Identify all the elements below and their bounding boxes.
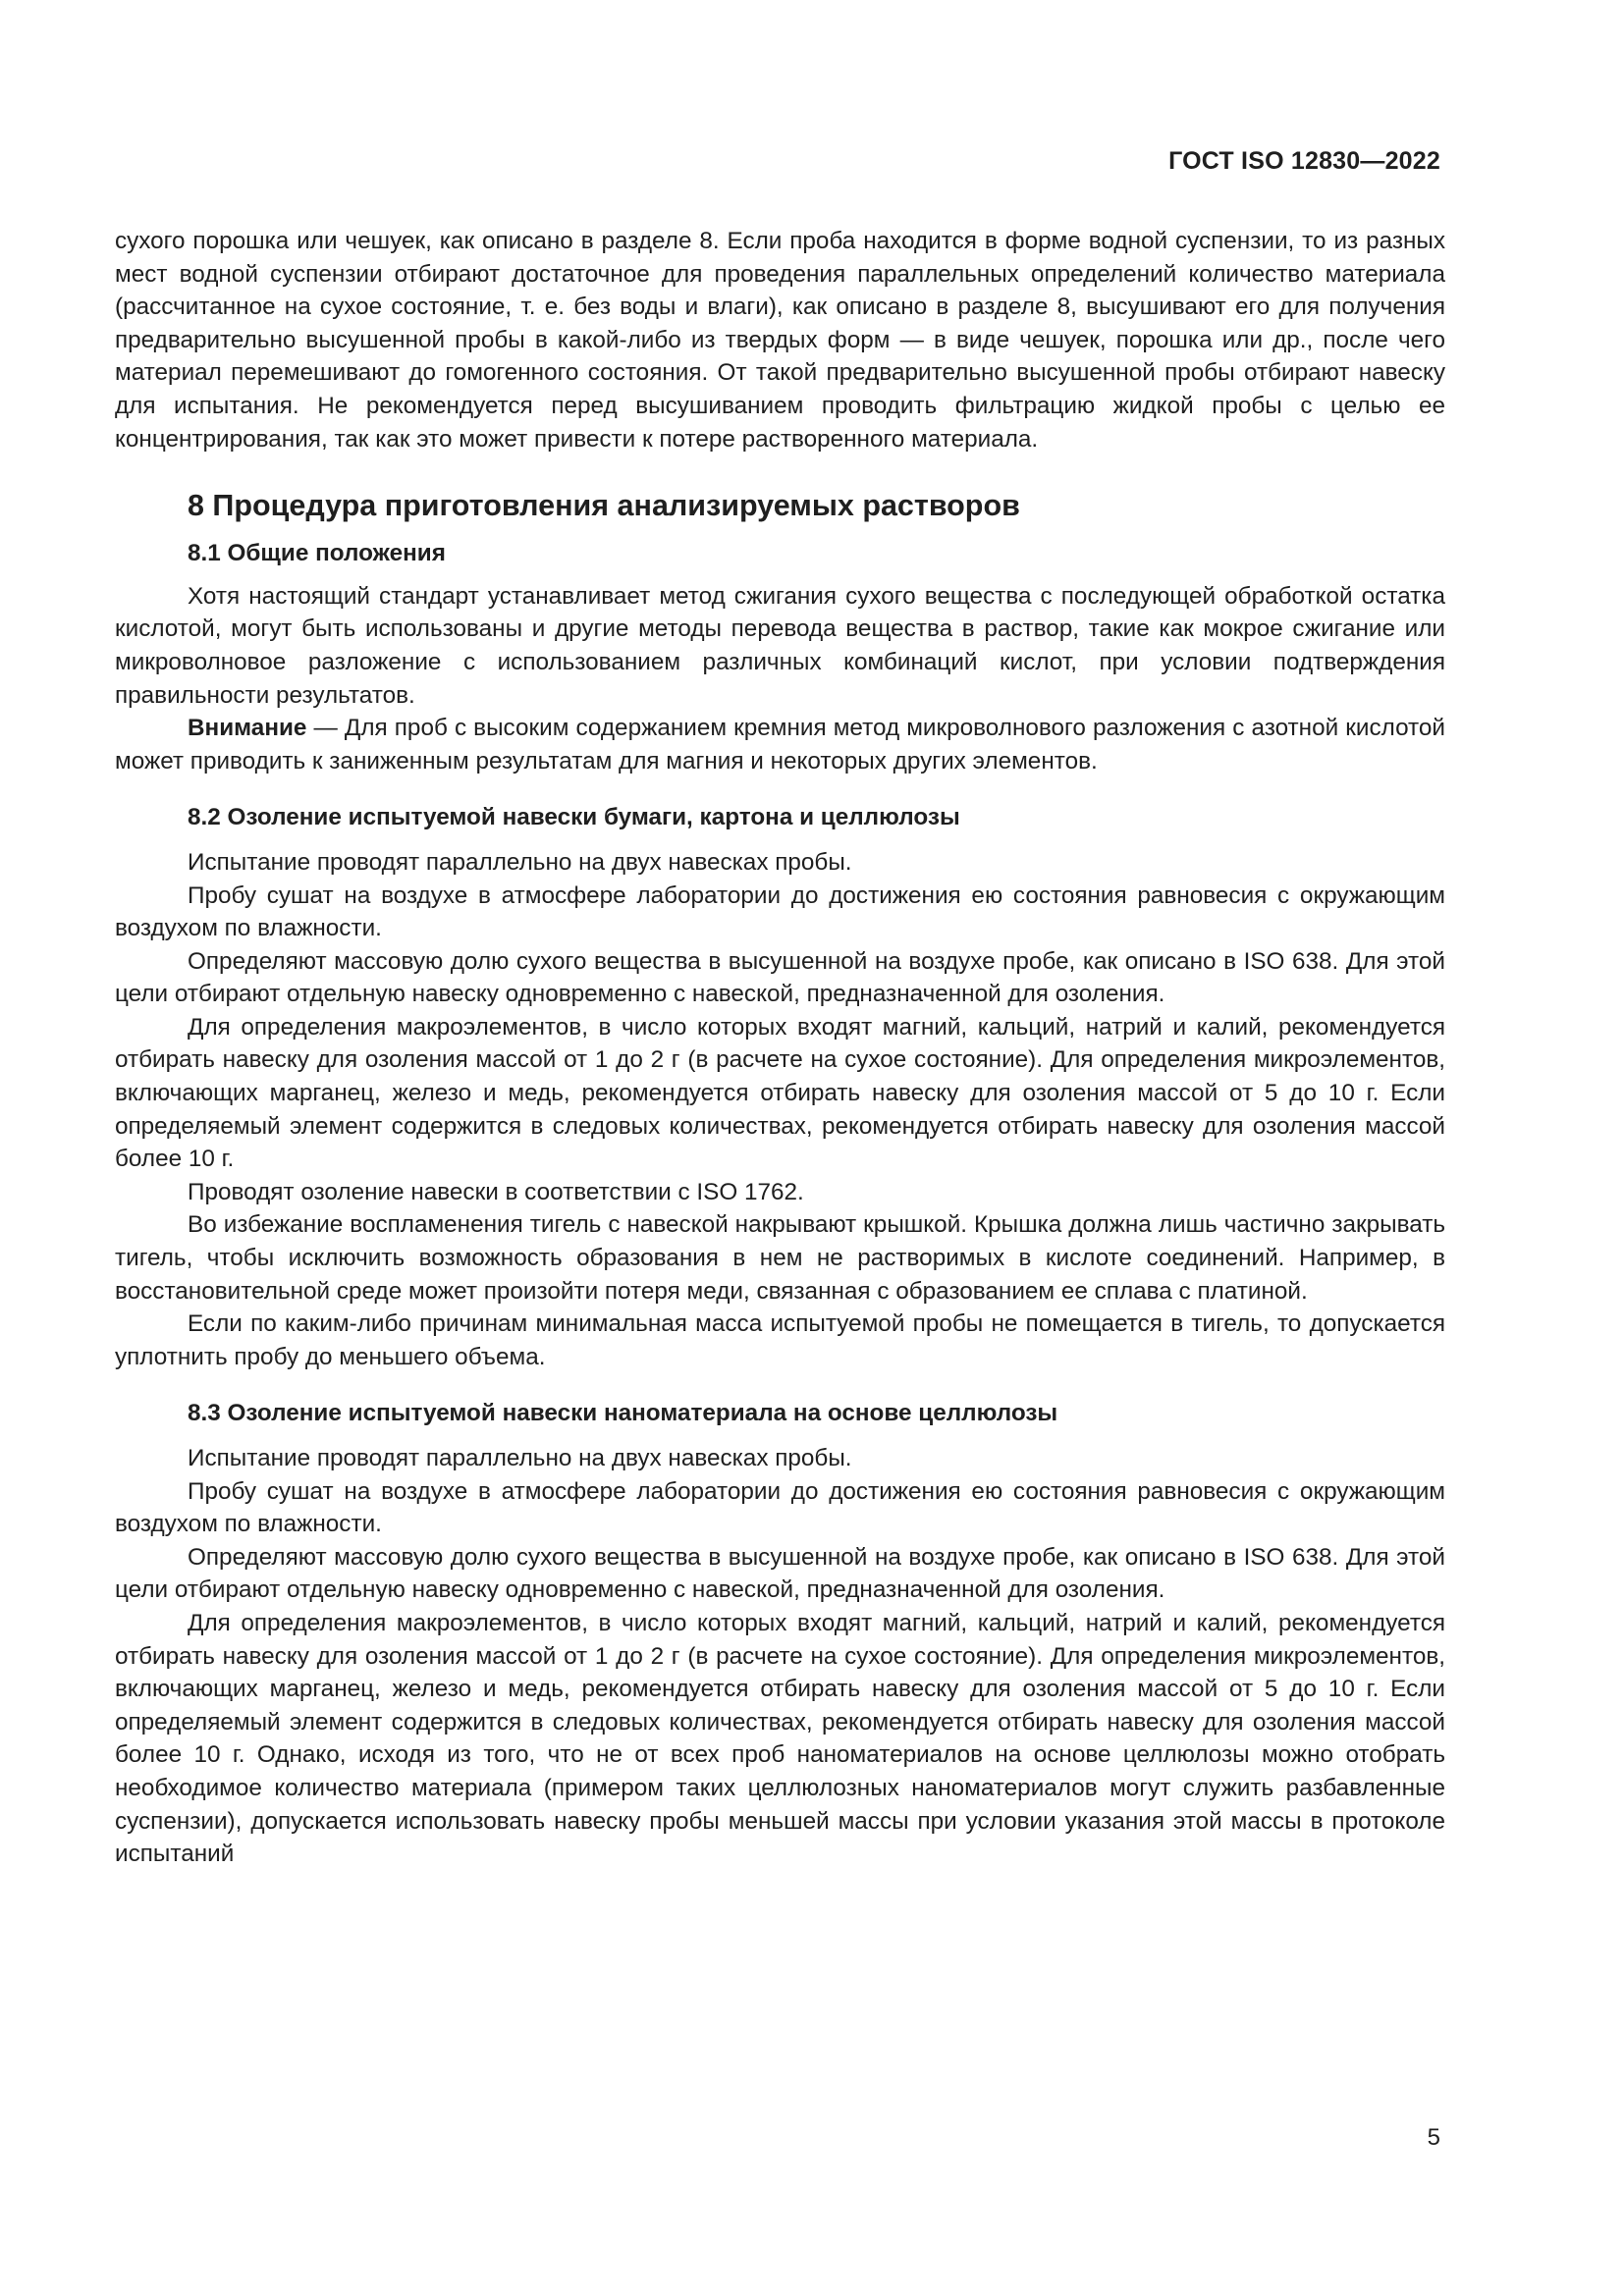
paragraph-8-2-4: Для определения макроэлементов, в число которых входят магний, кальций, натрий и калий, рекомендуется отбирать навеску для озоления массой от 1 до 2 г (в расчете на сухое состояние). Для определения микроэлементов, включающих марганец, железо и медь, рекомендуется отбирать навеску для озоления массой от 5 до 10 г. Если определяемый элемент содержится в следовых количествах, рекомендуется отбирать навеску для озоления массой более 10 г.	[115, 1013, 1445, 1173]
page-number: 5	[1427, 2124, 1440, 2151]
warning-text: — Для проб с высоким содержанием кремния метод микроволнового разложения с азотной кислотой может приводить к заниженным результатам для магния и некоторых других элементов.	[115, 715, 1445, 774]
subsection-8-1-title: 8.1 Общие положения	[188, 540, 446, 567]
subsection-8-3-title: 8.3 Озоление испытуемой навески наноматериала на основе целлюлозы	[188, 1400, 1058, 1427]
warning-paragraph	[115, 712, 1445, 777]
paragraph-8-2-1: Испытание проводят параллельно на двух навесках пробы.	[188, 848, 852, 876]
document-identifier: ГОСТ ISO 12830—2022	[1168, 147, 1440, 175]
warning-label: Внимание	[188, 715, 307, 742]
paragraph-8-2-3: Определяют массовую долю сухого вещества в высушенной на воздухе пробе, как описано в ISO 638. Для этой цели отбирают отдельную навеску одновременно с навеской, предназначенной для озоления.	[115, 947, 1445, 1008]
paragraph-8-3-2: Пробу сушат на воздухе в атмосфере лаборатории до достижения ею состояния равновесия с окружающим воздухом по влажности.	[115, 1477, 1445, 1538]
paragraph-8-2-7: Если по каким-либо причинам минимальная масса испытуемой пробы не помещается в тигель, то допускается уплотнить пробу до меньшего объема.	[115, 1310, 1445, 1370]
paragraph-8-3-4: Для определения макроэлементов, в число которых входят магний, кальций, натрий и калий, рекомендуется отбирать навеску для озоления массой от 1 до 2 г (в расчете на сухое состояние). Для определения микроэлементов, включающих марганец, железо и медь, рекомендуется отбирать навеску для озоления массой от 5 до 10 г. Если определяемый элемент содержится в следовых количествах, рекомендуется отбирать навеску для озоления массой более 10 г. Однако, исходя из того, что не от всех проб наноматериалов на основе целлюлозы можно отобрать необходимое количество материала (примером таких целлюлозных наноматериалов могут служить разбавленные суспензии), допускается использовать навеску пробы меньшей массы при условии указания этой массы в протоколе испытаний	[115, 1609, 1445, 1868]
paragraph-8-2-6: Во избежание воспламенения тигель с навеской накрывают крышкой. Крышка должна лишь частично закрывать тигель, чтобы исключить возможность образования в нем не растворимых в кислоте соединений. Например, в восстановительной среде может произойти потеря меди, связанная с образованием ее сплава с платиной.	[115, 1211, 1445, 1305]
document-body	[115, 225, 1445, 1871]
paragraph-8-1-1: Хотя настоящий стандарт устанавливает метод сжигания сухого вещества с последующей обработкой остатка кислотой, могут быть использованы и другие методы перевода вещества в раствор, такие как мокрое сжигание или микроволновое разложение с использованием различных комбинаций кислот, при условии подтверждения правильности результатов.	[115, 582, 1445, 709]
paragraph-8-3-1: Испытание проводят параллельно на двух навесках пробы.	[188, 1445, 852, 1471]
subsection-8-2-title: 8.2 Озоление испытуемой навески бумаги, картона и целлюлозы	[188, 804, 960, 831]
paragraph-8-2-5: Проводят озоление навески в соответствии с ISO 1762.	[188, 1178, 804, 1205]
section-8-title: 8 Процедура приготовления анализируемых растворов	[188, 489, 1020, 523]
paragraph-8-3-3: Определяют массовую долю сухого вещества в высушенной на воздухе пробе, как описано в ISO 638. Для этой цели отбирают отдельную навеску одновременно с навеской, предназначенной для озоления.	[115, 1543, 1445, 1604]
intro-paragraph: сухого порошка или чешуек, как описано в разделе 8. Если проба находится в форме водной суспензии, то из разных мест водной суспензии отбирают достаточное для проведения параллельных определений количество материала (рассчитанное на сухое состояние, т. е. без воды и влаги), как описано в разделе 8, высушивают его для получения предварительно высушенной пробы в какой-либо из твердых форм — в виде чешуек, порошка или др., после чего материал перемешивают до гомогенного состояния. От такой предварительно высушенной пробы отбирают навеску для испытания. Не рекомендуется перед высушиванием проводить фильтрацию жидкой пробы с целью ее концентрирования, так как это может привести к потере растворенного материала.	[115, 228, 1445, 453]
paragraph-8-2-2: Пробу сушат на воздухе в атмосфере лаборатории до достижения ею состояния равновесия с окружающим воздухом по влажности.	[115, 881, 1445, 942]
